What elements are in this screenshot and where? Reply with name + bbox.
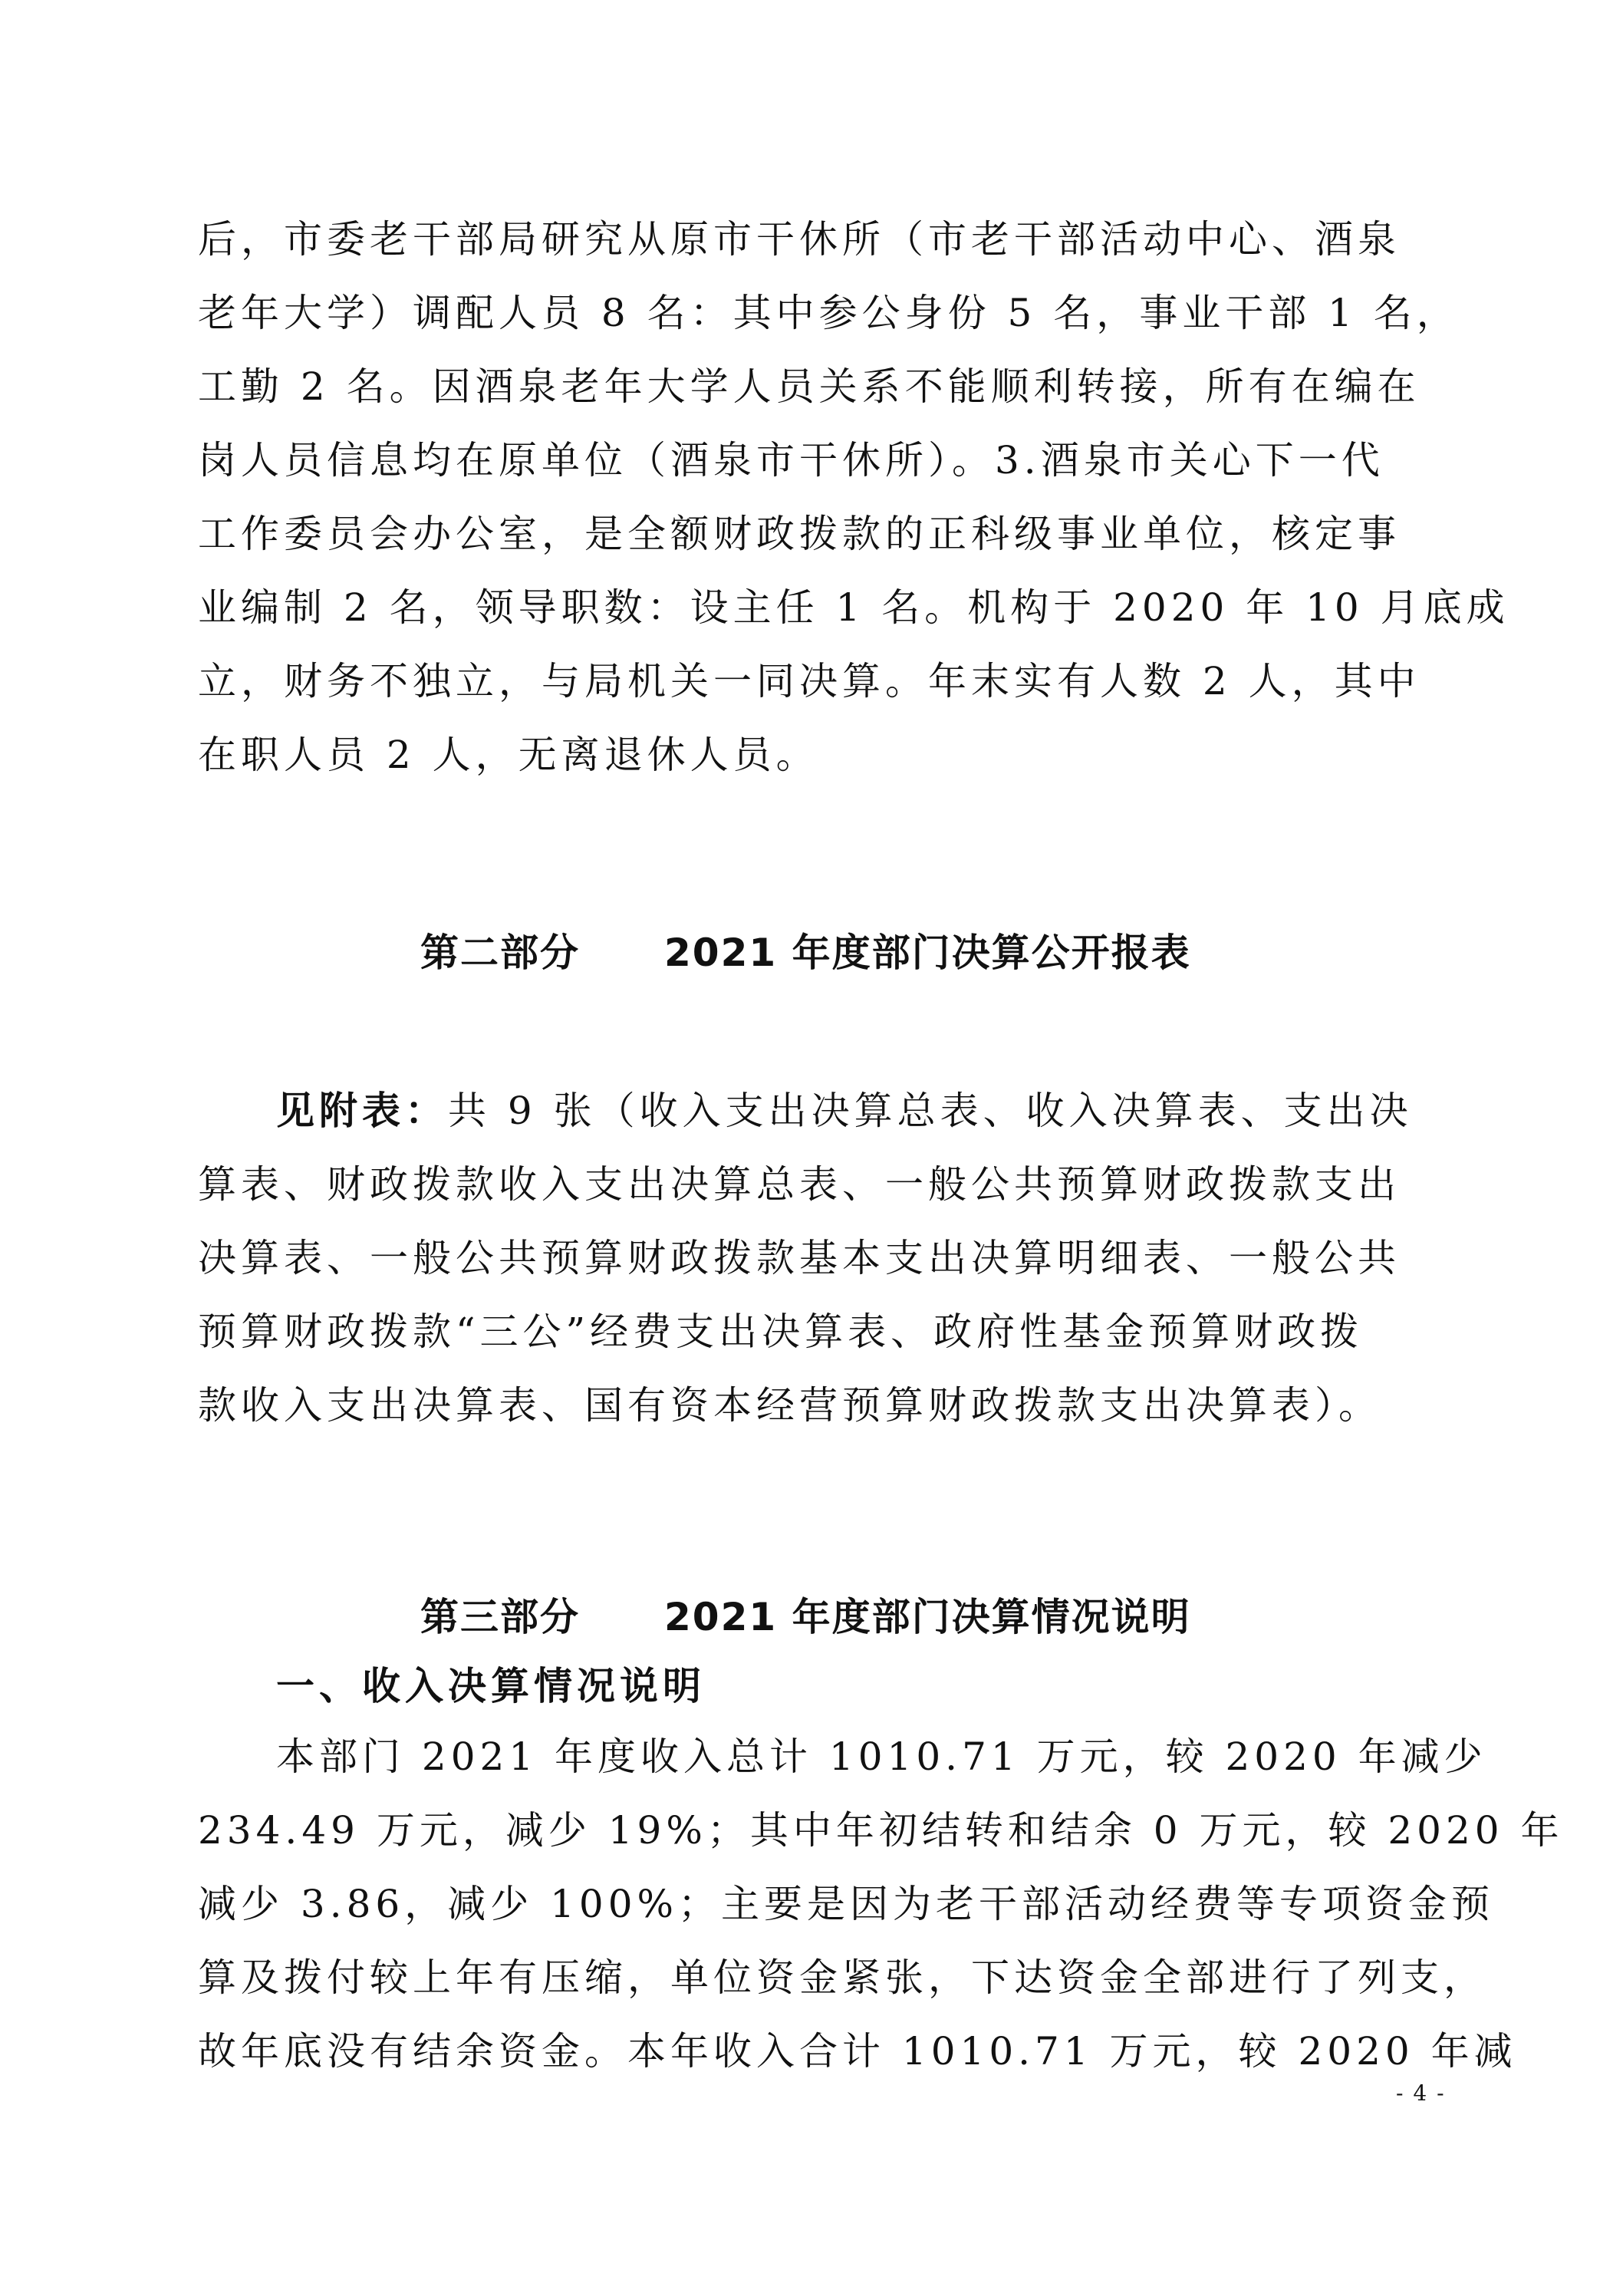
part2-heading	[420, 930, 1191, 976]
section1-line-4: 算及拨付较上年有压缩，单位资金紧张，下达资金全部进行了列支，	[198, 1955, 1486, 2000]
attachment-line-5: 款收入支出决算表、国有资本经营预算财政拨款支出决算表）。	[198, 1383, 1381, 1428]
intro-line-2: 老年大学）调配人员 8 名：其中参公身份 5 名，事业干部 1 名，	[198, 291, 1460, 335]
section1-line-2: 234.49 万元，减少 19%；其中年初结转和结余 0 万元，较 2020 年	[198, 1808, 1564, 1853]
section1-heading: 一、收入决算情况说明	[276, 1664, 706, 1708]
section1-line-3: 减少 3.86，减少 100%；主要是因为老干部活动经费等专项资金预	[198, 1882, 1495, 1926]
attachment-line-4: 预算财政拨款“三公”经费支出决算表、政府性基金预算财政拨	[198, 1309, 1364, 1354]
intro-line-8: 在职人员 2 人，无离退休人员。	[198, 733, 819, 777]
attachment-line-2: 算表、财政拨款收入支出决算总表、一般公共预算财政拨款支出	[198, 1162, 1401, 1207]
attachment-line-1-text: 共 9 张（收入支出决算总表、收入决算表、支出决	[448, 1089, 1413, 1133]
intro-line-5: 工作委员会办公室，是全额财政拨款的正科级事业单位，核定事	[198, 512, 1401, 556]
intro-line-6: 业编制 2 名，领导职数：设主任 1 名。机构于 2020 年 10 月底成	[198, 585, 1509, 630]
part3-heading	[420, 1594, 1191, 1640]
attachment-line-1	[276, 1088, 1503, 1134]
attachment-line-3: 决算表、一般公共预算财政拨款基本支出决算明细表、一般公共	[198, 1236, 1401, 1280]
intro-line-1: 后，市委老干部局研究从原市干休所（市老干部活动中心、酒泉	[198, 217, 1401, 262]
intro-line-7: 立，财务不独立，与局机关一同决算。年末实有人数 2 人，其中	[198, 659, 1421, 703]
page-number: - 4 -	[1396, 2080, 1446, 2106]
attachment-lead: 见附表：	[276, 1089, 448, 1133]
part3-title: 2021 年度部门决算情况说明	[664, 1595, 1191, 1639]
intro-line-3: 工勤 2 名。因酒泉老年大学人员关系不能顺利转接，所有在编在	[198, 364, 1421, 409]
part2-title: 2021 年度部门决算公开报表	[664, 931, 1191, 975]
part2-label: 第二部分	[420, 931, 580, 975]
section1-line-5: 故年底没有结余资金。本年收入合计 1010.71 万元，较 2020 年减	[198, 2029, 1517, 2074]
intro-line-4: 岗人员信息均在原单位（酒泉市干休所）。3.酒泉市关心下一代	[198, 438, 1384, 483]
part3-label: 第三部分	[420, 1595, 580, 1639]
section1-line-1: 本部门 2021 年度收入总计 1010.71 万元，较 2020 年减少	[276, 1734, 1487, 1779]
